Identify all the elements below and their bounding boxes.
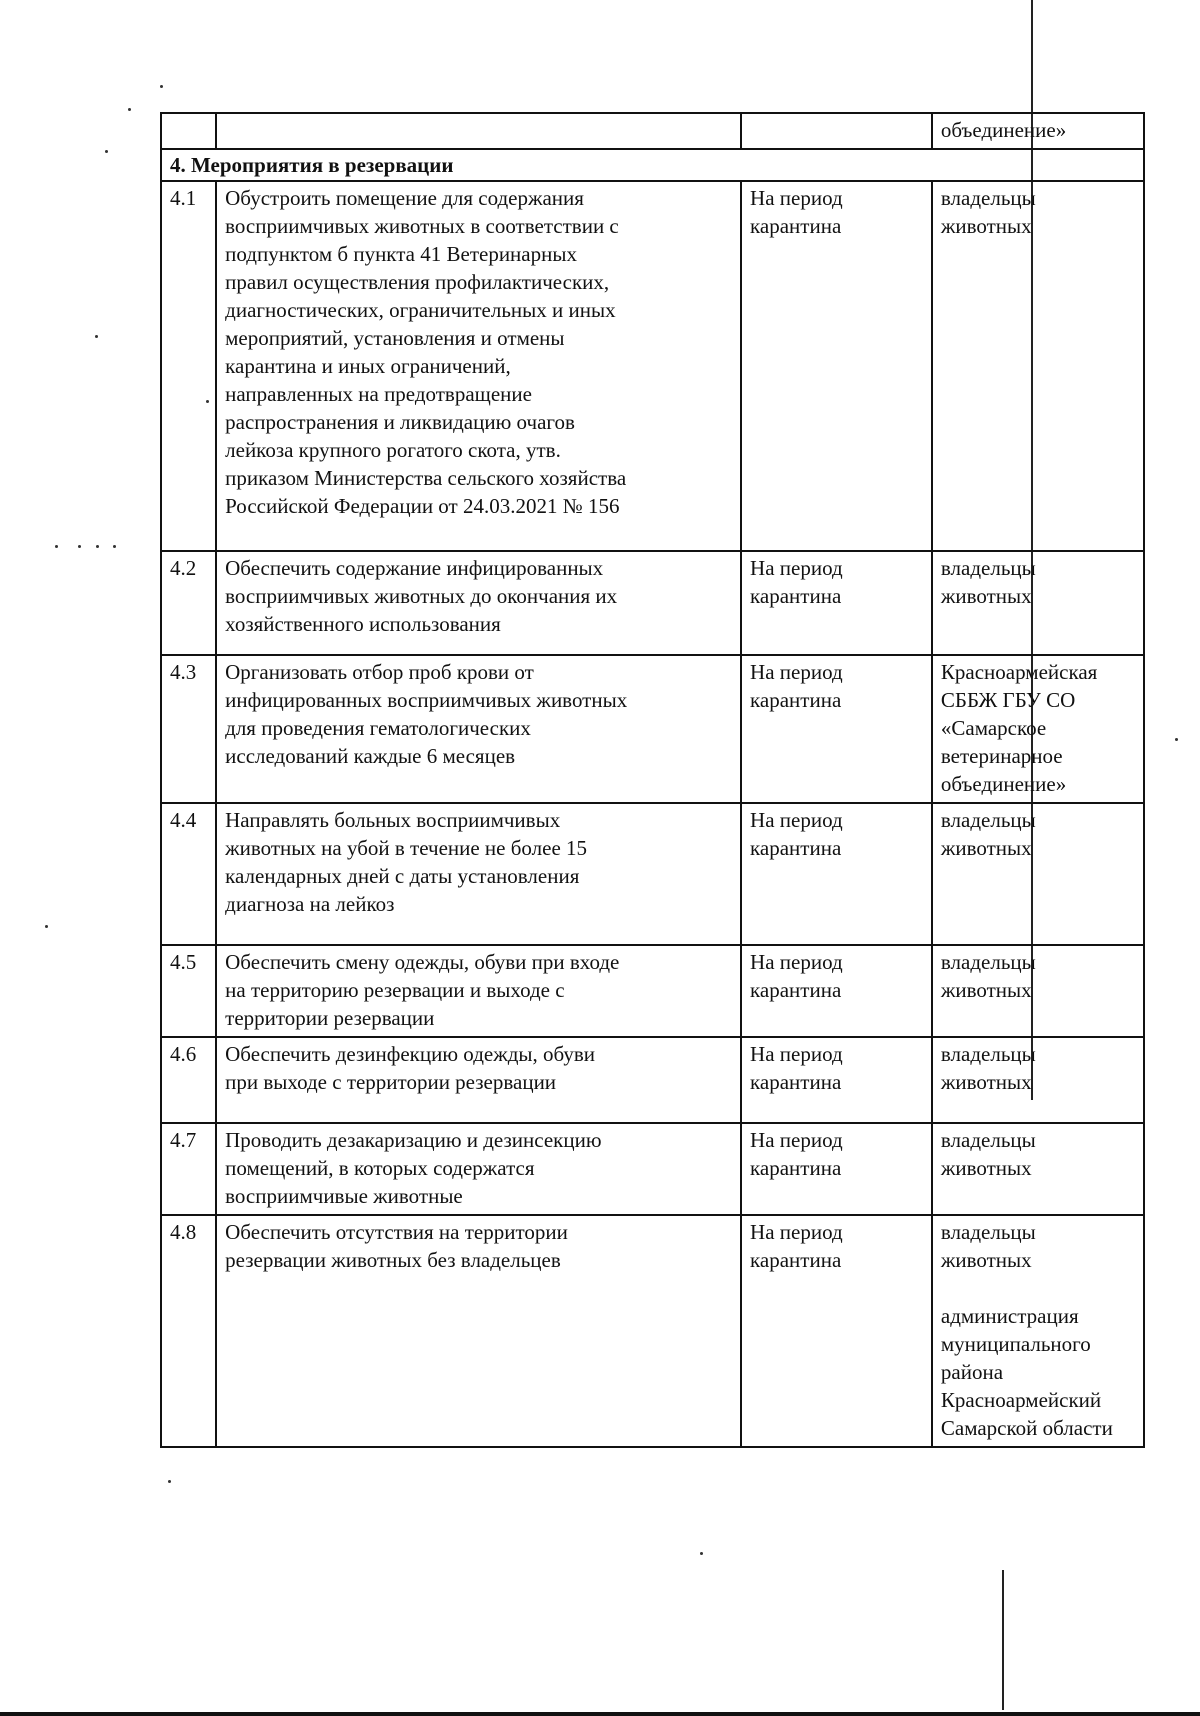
cell-measure	[216, 113, 741, 149]
row-measure-text: Обеспечить содержание инфицированных восприимчивых животных до окончания их хозяйственного использования	[216, 551, 741, 655]
scan-dot	[78, 545, 81, 548]
row-responsible-administration: администрация муниципального района Красноармейский Самарской области	[940, 1304, 1113, 1440]
cell-period	[741, 113, 932, 149]
row-period: На период карантина	[741, 1215, 932, 1447]
section-header-row	[161, 149, 1144, 181]
row-number: 4.3	[161, 655, 216, 803]
row-measure-text: Проводить дезакаризацию и дезинсекцию помещений, в которых содержатся восприимчивые животные	[216, 1123, 741, 1215]
scan-dot	[95, 335, 98, 338]
table-row	[161, 1215, 1144, 1447]
row-measure-text: Обеспечить дезинфекцию одежды, обуви при выходе с территории резервации	[216, 1037, 741, 1123]
row-responsible: владельцы животных	[932, 181, 1144, 551]
row-period: На период карантина	[741, 803, 932, 945]
table-row	[161, 181, 1144, 551]
row-number: 4.5	[161, 945, 216, 1037]
row-period: На период карантина	[741, 551, 932, 655]
row-responsible: Красноармейская СББЖ ГБУ СО «Самарское ветеринарное объединение»	[932, 655, 1144, 803]
table-row	[161, 1123, 1144, 1215]
row-measure-text: Обустроить помещение для содержания восприимчивых животных в соответствии с подпунктом б пункта 41 Ветеринарных правил осуществления профилактических, диагностических, ограничительных и иных мероприятий, установления и отмены карантина и иных ограничений, направленных на предотвращение распространения и ликвидацию очагов лейкоза крупного рогатого скота, утв. приказом Министерства сельского хозяйства Российской Федерации от 24.03.2021 № 156	[216, 181, 741, 551]
row-number: 4.2	[161, 551, 216, 655]
cell-responsible: объединение»	[932, 113, 1144, 149]
row-period: На период карантина	[741, 1037, 932, 1123]
row-responsible: владельцы животных	[932, 1123, 1144, 1215]
row-measure-text: Обеспечить смену одежды, обуви при входе на территорию резервации и выходе с территории резервации	[216, 945, 741, 1037]
row-number: 4.4	[161, 803, 216, 945]
table-row	[161, 1037, 1144, 1123]
table-row	[161, 945, 1144, 1037]
scan-line-bottom-right	[1002, 1570, 1004, 1710]
row-measure-text: Обеспечить отсутствия на территории резервации животных без владельцев	[216, 1215, 741, 1447]
row-responsible: владельцы животных	[932, 1037, 1144, 1123]
table-row	[161, 655, 1144, 803]
row-measure-text: Организовать отбор проб крови от инфицированных восприимчивых животных для проведения гематологических исследований каждые 6 месяцев	[216, 655, 741, 803]
row-period: На период карантина	[741, 181, 932, 551]
row-measure-text: Направлять больных восприимчивых животных на убой в течение не более 15 календарных дней с даты установления диагноза на лейкоз	[216, 803, 741, 945]
row-period: На период карантина	[741, 1123, 932, 1215]
row-period: На период карантина	[741, 945, 932, 1037]
section-title: 4. Мероприятия в резервации	[161, 149, 1144, 181]
scan-dot	[55, 545, 58, 548]
scan-dot	[96, 545, 99, 548]
row-responsible: владельцы животных	[932, 551, 1144, 655]
scan-dot	[700, 1552, 703, 1555]
scan-dot	[45, 925, 48, 928]
scan-bottom-edge	[0, 1712, 1200, 1716]
scan-dot	[128, 108, 131, 111]
row-responsible: владельцы животных	[932, 803, 1144, 945]
scan-dot	[168, 1480, 171, 1483]
cell-number	[161, 113, 216, 149]
scan-dot	[1175, 738, 1178, 741]
row-responsible: владельцы животных	[932, 945, 1144, 1037]
row-period: На период карантина	[741, 655, 932, 803]
scan-dot	[105, 150, 108, 153]
row-responsible-owners: владельцы животных	[940, 1220, 1036, 1272]
row-number: 4.6	[161, 1037, 216, 1123]
row-number: 4.7	[161, 1123, 216, 1215]
scan-dot	[160, 85, 163, 88]
row-responsible	[932, 1215, 1144, 1447]
table-row	[161, 551, 1144, 655]
table-row-continuation	[161, 113, 1144, 149]
scan-dot	[113, 545, 116, 548]
cell-spacer	[941, 1274, 1135, 1302]
table-row	[161, 803, 1144, 945]
row-number: 4.8	[161, 1215, 216, 1447]
measures-table	[160, 112, 1145, 1448]
row-number: 4.1	[161, 181, 216, 551]
